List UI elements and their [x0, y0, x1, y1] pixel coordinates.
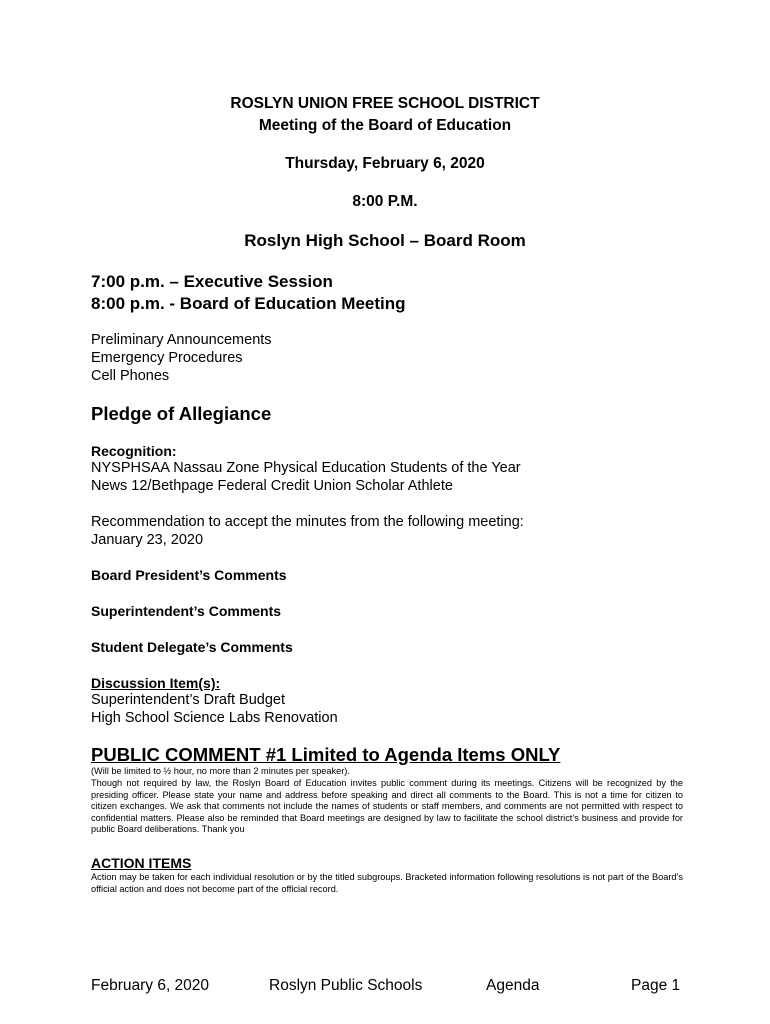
- footer-organization: Roslyn Public Schools: [269, 977, 423, 994]
- schedule-executive-session: 7:00 p.m. – Executive Session: [91, 272, 333, 291]
- public-comment-heading: PUBLIC COMMENT #1 Limited to Agenda Items ONLY: [91, 744, 561, 765]
- meeting-date: Thursday, February 6, 2020: [285, 155, 485, 172]
- public-comment-body: Though not required by law, the Roslyn Board of Education invites public comment during its meetings. Citizens will be recognized by the presiding officer. Please state your name and address before speaking and direct all comments to the Board. This is not a time for citizen to citizen exchanges. We ask that comments not include the names of students or staff members, and comments are not permitted with respect to confidential matters. Please also be reminded that Board meetings are designed by law to facilitate the school district’s business and provide for public Board deliberations. Thank you: [91, 778, 683, 835]
- pledge-heading: Pledge of Allegiance: [91, 403, 272, 424]
- meeting-title: Meeting of the Board of Education: [258, 117, 512, 134]
- meeting-time: 8:00 P.M.: [352, 193, 418, 210]
- discussion-item: Superintendent’s Draft Budget: [91, 692, 286, 708]
- recognition-heading: Recognition:: [91, 443, 177, 459]
- discussion-item: High School Science Labs Renovation: [91, 710, 338, 726]
- discussion-heading: Discussion Item(s):: [91, 675, 221, 691]
- recognition-item: NYSPHSAA Nassau Zone Physical Education Students of the Year: [91, 460, 521, 476]
- cell-phones: Cell Phones: [91, 368, 170, 384]
- emergency-procedures: Emergency Procedures: [91, 350, 243, 366]
- minutes-recommendation: Recommendation to accept the minutes from the following meeting:: [91, 514, 524, 530]
- meeting-location: Roslyn High School – Board Room: [244, 231, 526, 250]
- minutes-date: January 23, 2020: [91, 532, 204, 548]
- superintendent-comments: Superintendent’s Comments: [91, 603, 282, 619]
- footer-date: February 6, 2020: [91, 977, 210, 994]
- student-delegate-comments: Student Delegate’s Comments: [91, 639, 293, 655]
- schedule-board-meeting: 8:00 p.m. - Board of Education Meeting: [91, 294, 406, 313]
- action-items-body: Action may be taken for each individual resolution or by the titled subgroups. Bracketed information following resolutions is not part of the Board’s official action and does not become part of the official record.: [91, 872, 683, 894]
- district-name: ROSLYN UNION FREE SCHOOL DISTRICT: [230, 95, 540, 112]
- footer-document-type: Agenda: [486, 977, 540, 994]
- recognition-item: News 12/Bethpage Federal Credit Union Scholar Athlete: [91, 478, 453, 494]
- preliminary-announcements: Preliminary Announcements: [91, 332, 272, 348]
- board-president-comments: Board President’s Comments: [91, 567, 287, 583]
- public-comment-limit: (Will be limited to ½ hour, no more than 2 minutes per speaker).: [91, 766, 350, 776]
- footer-page-number: Page 1: [631, 977, 681, 994]
- action-items-heading: ACTION ITEMS: [91, 855, 192, 871]
